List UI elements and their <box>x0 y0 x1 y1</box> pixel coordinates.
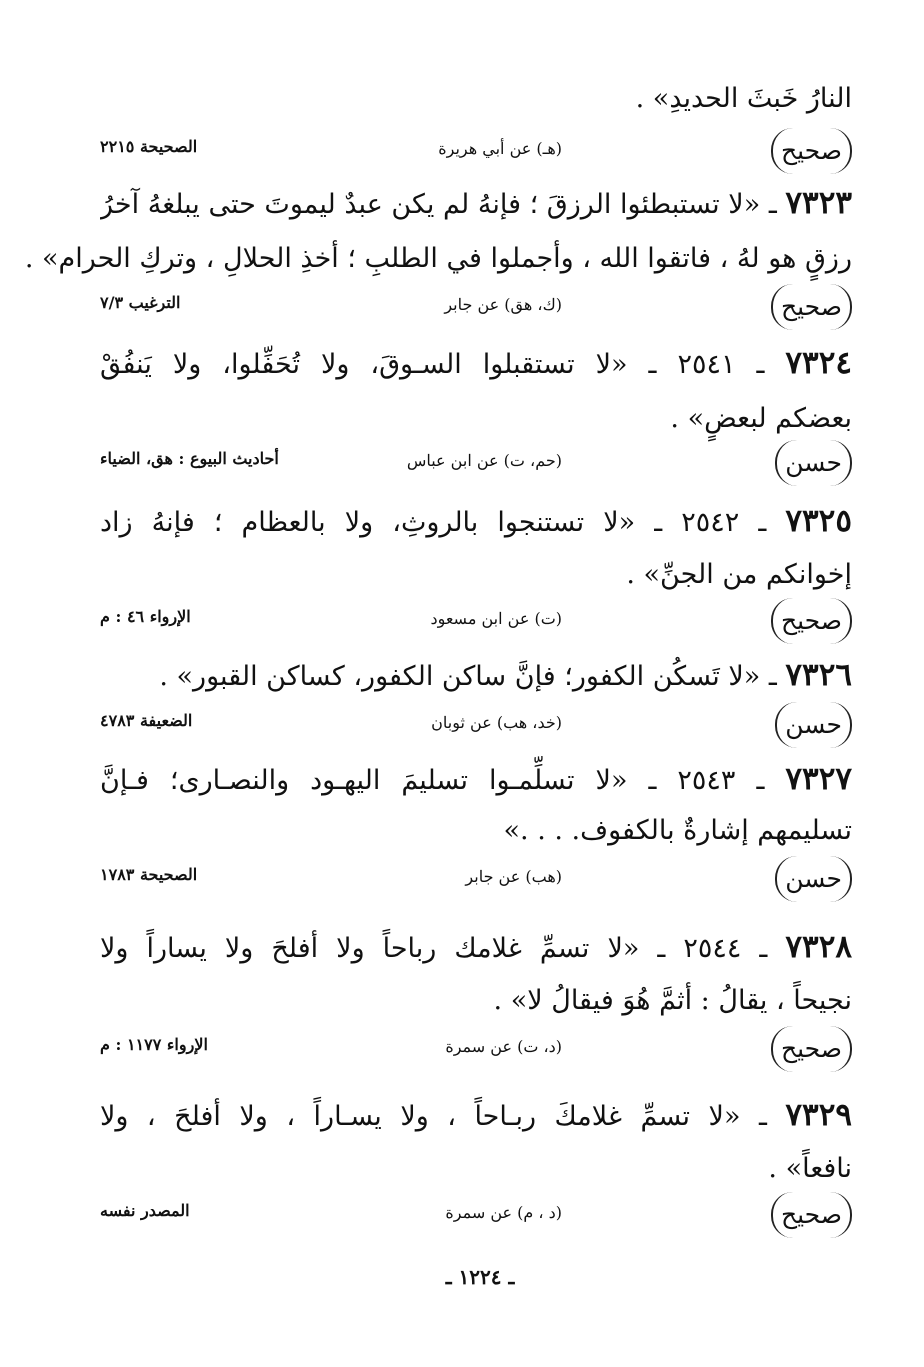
hadith-line <box>100 180 852 226</box>
source-label: (حم، ت) عن ابن عباس <box>406 451 562 470</box>
reference-row <box>100 598 852 644</box>
hadith-number: ٧٣٢٧ <box>785 761 852 797</box>
source-label: (ت) عن ابن مسعود <box>430 609 562 628</box>
source-label: (د، ت) عن سمرة <box>445 1037 562 1056</box>
hadith-number: ٧٣٢٤ <box>785 345 852 381</box>
grade-label: صحيح <box>771 1192 852 1238</box>
hadith-text: ـ «لا تستبطئوا الرزقَ ؛ فإنهُ لم يكن عبدٌ ليموتَ حتى يبلغهُ آخرُ <box>100 189 777 220</box>
reference-row <box>100 702 852 748</box>
reference-row <box>100 284 852 330</box>
citation-label: الإرواء ١١٧٧ : م <box>100 1035 208 1054</box>
reference-row <box>100 1026 852 1072</box>
reference-row <box>100 128 852 174</box>
hadith-number: ٧٣٢٨ <box>785 929 852 965</box>
grade-label: حسن <box>775 440 852 486</box>
citation-label: الضعيفة ٤٧٨٣ <box>100 711 193 730</box>
continuation-text: النارُ خَبثَ الحديدِ» . <box>635 83 852 114</box>
source-label: (هـ) عن أبي هريرة <box>438 139 562 158</box>
book-page <box>24 0 852 1367</box>
hadith-text: ـ ٢٥٤٤ ـ «لا تسمِّ غلامك رباحاً ولا أفلحَ ولا يساراً ولا <box>100 933 768 964</box>
citation-label: المصدر نفسه <box>100 1201 190 1220</box>
source-label: (د ، م) عن سمرة <box>445 1203 562 1222</box>
hadith-text: ـ «لا تسمِّ غلامكَ ربـاحاً ، ولا يسـاراً ، ولا أفلحَ ، ولا <box>100 1101 767 1132</box>
hadith-text: ـ «لا تَسكُن الكفور؛ فإنَّ ساكن الكفور، كساكن القبور» . <box>159 661 777 692</box>
grade-label: حسن <box>775 702 852 748</box>
page-number: ـ ١٢٢٤ ـ <box>445 1265 515 1289</box>
hadith-line <box>100 652 852 700</box>
hadith-line: بعضكم لبعضٍ» . <box>670 403 852 434</box>
grade-label: حسن <box>775 856 852 902</box>
citation-label: الإرواء ٤٦ : م <box>100 607 191 626</box>
hadith-number: ٧٣٢٩ <box>785 1097 852 1133</box>
hadith-line: نجيحاً ، يقالُ : أثمَّ هُوَ فيقالُ لا» . <box>493 985 852 1016</box>
hadith-line <box>100 340 852 386</box>
hadith-text: ـ ٢٥٤٣ ـ «لا تسلِّمـوا تسليمَ اليهـود والنصـارى؛ فـإنَّ <box>100 765 765 796</box>
hadith-line <box>100 498 852 544</box>
citation-label: أحاديث البيوع : هق، الضياء <box>100 449 279 468</box>
hadith-number: ٧٣٢٥ <box>785 503 852 539</box>
grade-label: صحيح <box>771 284 852 330</box>
hadith-line: نافعاً» . <box>768 1153 852 1184</box>
hadith-line: رزقٍ هو لهُ ، فاتقوا الله ، وأجملوا في الطلبِ ؛ أخذِ الحلالِ ، وتركِ الحرام» . <box>24 243 852 274</box>
hadith-text: ـ ٢٥٤١ ـ «لا تستقبلوا السـوقَ، ولا تُحَفِّلوا، ولا يَنفُقْ <box>100 349 765 380</box>
hadith-line: تسليمهم إشارةٌ بالكفوف. . . .» <box>503 815 852 846</box>
grade-label: صحيح <box>771 598 852 644</box>
reference-row <box>100 440 852 486</box>
source-label: (هب) عن جابر <box>465 867 562 886</box>
hadith-text: ـ ٢٥٤٢ ـ «لا تستنجوا بالروثِ، ولا بالعظام ؛ فإنهُ زاد <box>100 507 767 538</box>
source-label: (ك، هق) عن جابر <box>444 295 562 314</box>
hadith-line <box>100 756 852 802</box>
reference-row <box>100 856 852 902</box>
hadith-number: ٧٣٢٣ <box>785 185 852 221</box>
citation-label: الصحيحة ١٧٨٣ <box>100 865 198 884</box>
hadith-number: ٧٣٢٦ <box>785 657 852 693</box>
citation-label: الصحيحة ٢٢١٥ <box>100 137 198 156</box>
source-label: (خد، هب) عن ثوبان <box>431 713 562 732</box>
hadith-line: إخوانكم من الجنِّ» . <box>626 559 852 590</box>
grade-label: صحيح <box>771 1026 852 1072</box>
hadith-line <box>100 924 852 970</box>
reference-row <box>100 1192 852 1238</box>
grade-label: صحيح <box>771 128 852 174</box>
citation-label: الترغيب ٧/٣ <box>100 293 181 312</box>
hadith-line <box>100 1092 852 1138</box>
